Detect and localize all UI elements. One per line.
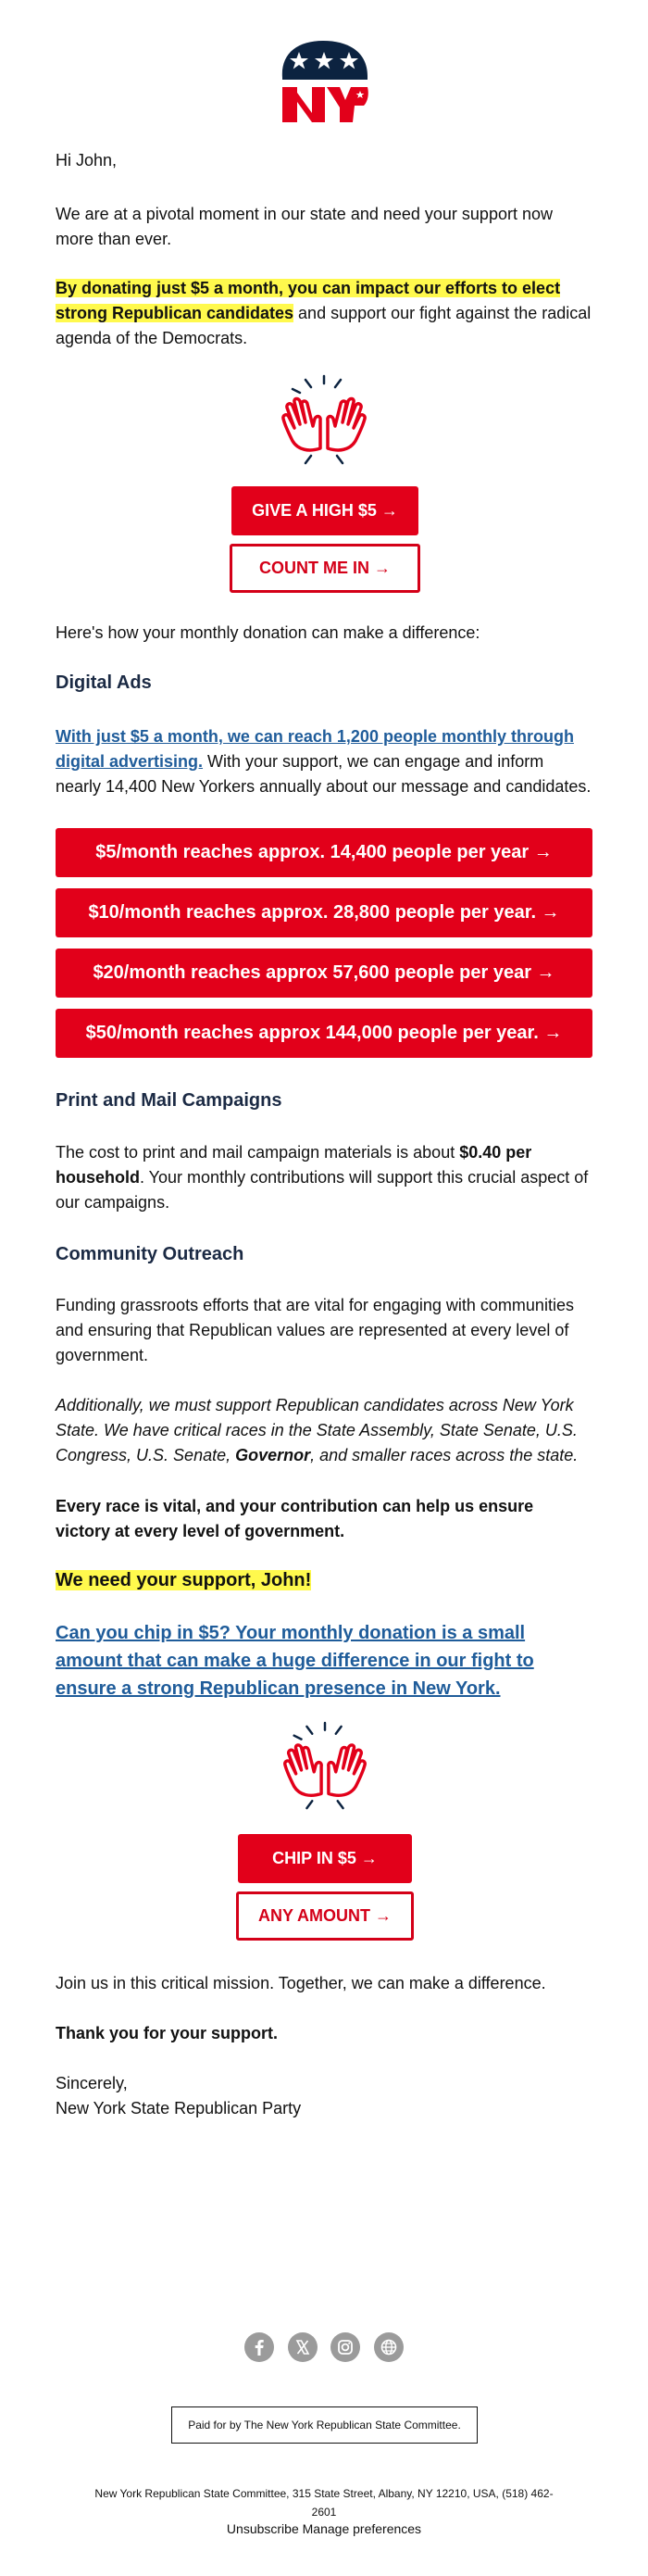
give-high-5-button[interactable]: GIVE A HIGH $5 → [231,486,418,535]
pitch-rest: and support our fight against the radical agenda of the Democrats. [56,304,592,347]
print-mail-paragraph [56,1140,592,1215]
donate-10-month-button[interactable]: $10/month reaches approx. 28,800 people per year. → [56,888,592,937]
any-amount-button[interactable]: ANY AMOUNT → [236,1891,414,1941]
high-five-hands-icon [274,374,374,471]
chip-in-link[interactable]: Can you chip in $5? Your monthly donation is a small amount that can make a huge difference in our fight to ensure a strong Republican presence in New York. [56,1623,534,1699]
footer-address: New York Republican State Committee, 315 State Street, Albany, NY 12210, USA, (518) 462-2601 [94,2487,554,2519]
races-paragraph [56,1393,592,1468]
thanks-paragraph: Thank you for your support. [56,2024,279,2042]
footer-links [0,2521,648,2536]
donate-5-month-button[interactable]: $5/month reaches approx. 14,400 people per year → [56,828,592,877]
greeting: Hi John, [56,151,118,170]
races-pre: Additionally, we must support Republican candidates across New York State. We have critical races in the State Assembly, State Senate, U.S. Congress, U.S. Senate, [56,1396,578,1464]
join-paragraph: Join us in this critical mission. Together, we can make a difference. [56,1974,546,1992]
community-outreach-heading: Community Outreach [56,1244,244,1264]
signature: New York State Republican Party [56,2099,302,2117]
website-globe-icon[interactable] [374,2332,404,2362]
instagram-icon[interactable] [330,2332,360,2362]
digital-ads-paragraph [56,724,592,799]
count-me-in-button[interactable]: COUNT ME IN → [230,544,420,593]
intro-paragraph: We are at a pivotal moment in our state and need your support now more than ever. [56,205,553,248]
print-cost: $0.40 per household [56,1143,532,1187]
community-paragraph: Funding grassroots efforts that are vital for engaging with communities and ensuring that Republican values are represented at every level of government. [56,1296,574,1364]
pitch-highlight: By donating just $5 a month, you can impact our efforts to elect strong Republican candidates [56,279,561,322]
races-post: , and smaller races across the state. [310,1446,579,1464]
social-links [0,2332,648,2362]
unsubscribe-link[interactable]: Unsubscribe [226,2521,299,2536]
manage-preferences-link[interactable]: Manage preferences [302,2521,422,2536]
signoff: Sincerely, [56,2074,128,2092]
digital-ads-link[interactable]: With just $5 a month, we can reach 1,200 people monthly through digital advertising. [56,727,574,771]
print-pre: The cost to print and mail campaign materials is about [56,1143,460,1162]
vital-paragraph: Every race is vital, and your contribution can help us ensure victory at every level of government. [56,1497,534,1540]
digital-ads-rest: With your support, we can engage and inform nearly 14,400 New Yorkers annually about our message and candidates. [56,752,592,796]
logo-header [0,35,648,129]
paid-for-disclaimer: Paid for by The New York Republican State Committee. [171,2406,478,2444]
high-five-hands-icon-bottom [276,1721,374,1816]
facebook-icon[interactable] [244,2332,274,2362]
x-twitter-icon[interactable] [288,2332,318,2362]
chip-in-5-button[interactable]: CHIP IN $5 → [238,1834,412,1883]
pitch-paragraph [56,276,592,351]
how-intro: Here's how your monthly donation can make a difference: [56,623,480,642]
need-support-highlight: We need your support, John! [56,1570,312,1590]
donate-20-month-button[interactable]: $20/month reaches approx 57,600 people per year → [56,949,592,998]
donate-50-month-button[interactable]: $50/month reaches approx 144,000 people per year. → [56,1009,592,1058]
races-governor: Governor [235,1446,311,1464]
print-mail-heading: Print and Mail Campaigns [56,1090,282,1111]
digital-ads-heading: Digital Ads [56,672,152,693]
nygop-elephant-logo [275,35,373,124]
print-post: . Your monthly contributions will support this crucial aspect of our campaigns. [56,1168,589,1212]
